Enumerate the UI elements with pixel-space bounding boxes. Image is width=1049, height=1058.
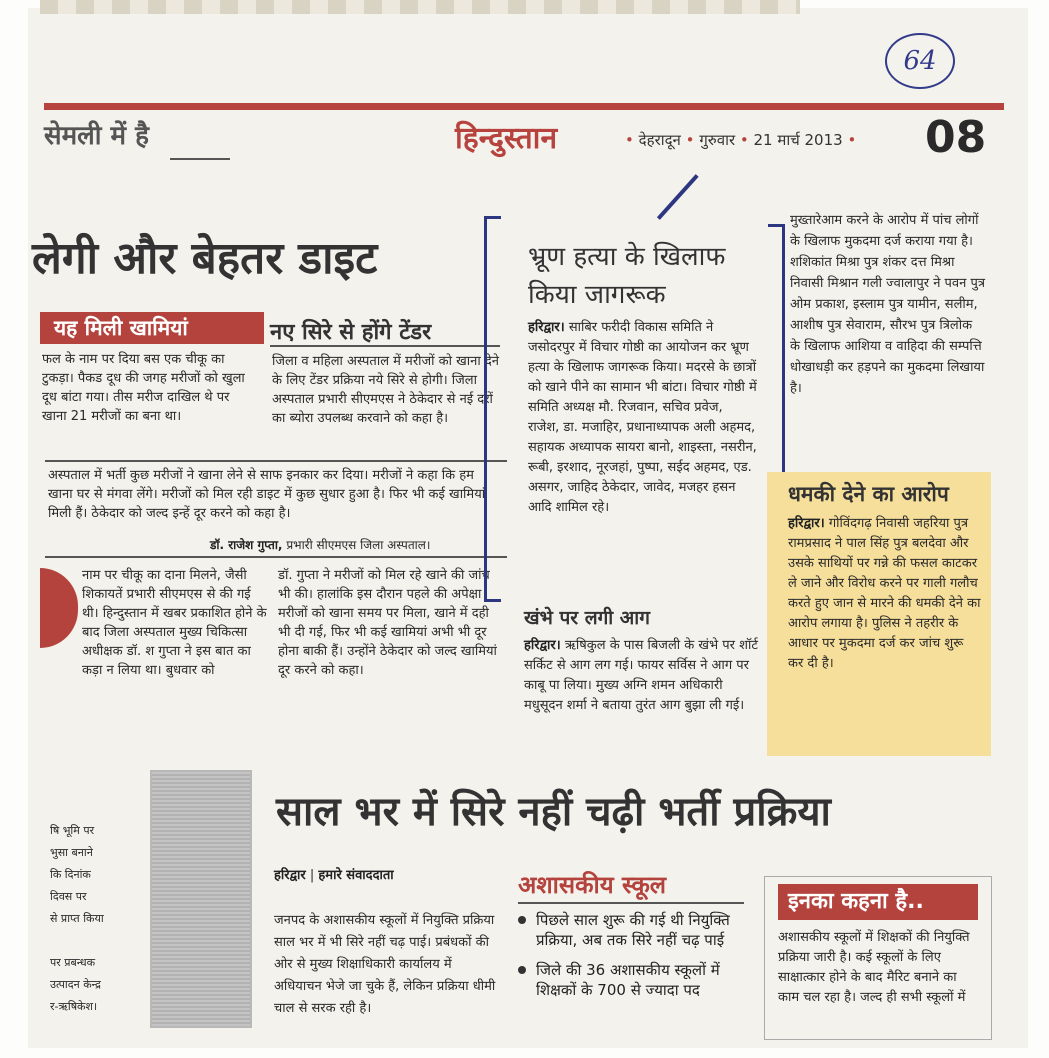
story6-byline: हरिद्वार | हमारे संवाददाता [274,868,394,883]
margin-line: भुसा बनाने [50,846,93,859]
story6-byline-city: हरिद्वार [274,868,306,883]
quote-rule-bottom [45,556,507,558]
grey-photo-texture [152,772,250,1026]
story3-headline: खंभे पर लगी आग [524,607,650,629]
box1-title: यह मिली खामियां [40,312,264,344]
story3-dateline: हरिद्वार। [524,638,561,653]
box2-title: नए सिरे से होंगे टेंडर [270,320,432,345]
quote-box-text: अशासकीय स्कूलों में शिक्षकों की नियुक्ति प्रक्रिया जारी है। कई स्कूलों के लिए साक्षात्कार होने के बाद मैरिट बनाने का काम चल रहा है। जल्द ही सभी स्कूलों में [778,930,970,1005]
pen-bracket-left [484,216,501,602]
header-day: गुरुवार [699,131,736,149]
header-page-number: 08 [925,112,987,163]
bullet-item [518,960,744,1000]
quote-box-title: इनका कहना है.. [778,884,978,920]
quote-text: अस्पताल में भर्ती कुछ मरीजों ने खाना लेने से साफ इनकार कर दिया। मरीजों ने कहा कि हम खाना घर से मंगवा लेंगे। मरीजों को मिल रही डाइट में कुछ सुधार हुआ है। फिर भी कई खामियां मिली हैं। ठेकेदार को जल्द इन्हें दूर करने को कहा है। [48,468,486,521]
story4-text: मुख्तारेआम करने के आरोप में पांच लोगों के खिलाफ मुकदमा दर्ज कराया गया है। शशिकांत मिश्रा पुत्र शंकर दत्त मिश्रा निवासी मिश्रान गली ज्वालापुर ने पवन पुत्र ओम प्रकाश, इस्लाम पुत्र यामीन, सलीम, आशीष पुत्र सेवाराम, सौरभ पुत्र त्रिलोक के खिलाफ आशिया व वाहिदा की सम्पत्ति धोखाधड़ी कर हड़पने का मुकदमा लिखाया है। [790,213,986,396]
sidebar-rule [518,902,744,904]
story2-body [528,318,758,518]
quote-author: डॉ. राजेश गुप्ता, [210,538,283,552]
header-underline [170,158,230,160]
margin-line: उत्पादन केन्द्र [50,978,101,991]
quote-rule-top [45,460,507,462]
left-margin-fragments [50,820,148,1018]
masthead: हिन्दुस्तान [455,121,558,156]
page-number-text: 64 [903,46,937,76]
header-date: 21 मार्च 2013 [753,131,843,149]
story3-text: ऋषिकुल के पास बिजली के खंभे पर शॉर्ट सर्किट से आग लग गई। फायर सर्विस ने आग पर काबू पा लिया। मुख्य अग्नि शमन अधिकारी मधुसूदन शर्मा ने बताया तुरंत आग बुझा ली गई। [524,638,758,713]
story6-text: जनपद के अशासकीय स्कूलों में नियुक्ति प्रक्रिया साल भर में भी सिरे नहीं चढ़ पाई। प्रबंधकों की ओर से मुख्य शिक्षाधिकारी कार्यालय में अधियाचन भेजे जा चुके हैं, लेकिन प्रक्रिया धीमी चाल से सरक रही है। [274,913,496,1016]
bullet-text: पिछले साल शुरू की गई थी नियुक्ति प्रक्रिया, अब तक सिरे नहीं चढ़ पाई [536,911,730,949]
margin-line: दिवस पर [50,890,87,903]
story6-bullets [518,910,744,1000]
handwritten-page-number [885,33,955,89]
header-left-fragment: सेमली में है [44,121,149,151]
margin-line: पर प्रबन्धक [50,956,96,969]
header-rule [44,103,1004,110]
main-col-mid-text: डॉ. गुप्ता ने मरीजों को मिल रहे खाने की जांच भी की। हालांकि इस दौरान पहले की अपेक्षा मरीजों को खाना समय पर मिला, खाने में दही भी दी गई, फिर भी कई खामियां अभी भी दूर होना बाकी हैं। उन्होंने ठेकेदार को जल्द खामियां दूर करने को कहा। [278,568,497,678]
margin-line: र-ऋषिकेश। [50,1000,98,1013]
box2-text: जिला व महिला अस्पताल में मरीजों को खाना देने के लिए टेंडर प्रक्रिया नये सिरे से होगी। जिला अस्पताल प्रभारी सीएमएस ने ठेकेदार से नई दरों का ब्योरा उपलब्ध करवाने को कहा है। [272,354,499,426]
story5-dateline: हरिद्वार। [788,516,825,531]
header-city: देहरादून [638,131,681,149]
story2-text: साबिर फरीदी विकास समिति ने जसोदरपुर में विचार गोष्ठी का आयोजन कर भ्रूण हत्या के खिलाफ जागरूक किया। मदरसे के छात्रों को खाने पीने का सामान भी बांटा। विचार गोष्ठी में समिति अध्यक्ष मौ. रिजवान, सचिव प्रवेज, राजेश, डा. मजाहिर, प्रधानाध्यापक अली अहमद, सहायक अध्यापक सायरा बानो, शाइस्ता, नसरीन, रूबी, इरशाद, नूरजहां, पुष्पा, सईद अहमद, एड. असगर, जाहिद ठेकेदार, जावेद, मजहर हसन आदि शामिल रहे। [528,320,757,515]
main-col-left-text: नाम पर चीकू का दाना मिलने, जैसी शिकायतें प्रभारी सीएमएस से की गई थी। हिन्दुस्तान में खबर प्रकाशित होने के बाद जिला अस्पताल मुख्य चिकित्सा अधीक्षक डॉ. श गुप्ता ने इस बात का कड़ा न लिया था। बुधवार को [82,568,267,678]
margin-line: से प्राप्त किया [50,912,104,925]
story3-body [524,636,760,716]
bullet-text: जिले की 36 अशासकीय स्कूलों में शिक्षकों के 700 से ज्यादा पद [536,961,720,999]
quote-attribution [210,536,510,555]
box2-rule [270,345,500,347]
story6-sidebar-title: अशासकीय स्कूल [518,871,667,899]
story5-text: गोविंदगढ़ निवासी जहरिया पुत्र रामप्रसाद ने पाल सिंह पुत्र बलदेवा और उसके साथियों पर गन्ने की फसल काटकर ले जाने और विरोध करने पर गाली गलौच करते हुए जान से मारने की धमकी देने का आरोप लगाया है। पुलिस ने तहरीर के आधार पर मुकदमा दर्ज कर जांच शुरू कर दी है। [788,516,981,671]
torn-top-strip [40,0,800,14]
header-dateline: • देहरादून • गुरुवार • 21 मार्च 2013 • [625,131,857,149]
story2-headline: भ्रूण हत्या के खिलाफ किया जागरूक [528,242,726,310]
margin-line: कि दिनांक [50,868,91,881]
story6-headline: साल भर में सिरे नहीं चढ़ी भर्ती प्रक्रिया [276,789,831,835]
main-headline: लेगी और बेहतर डाइट [32,233,378,284]
story2-dateline: हरिद्वार। [528,320,565,335]
bullet-item [518,910,744,950]
margin-line: षि भूमि पर [50,824,95,837]
story6-byline-author: हमारे संवाददाता [318,868,394,883]
bullet-dot [518,916,526,924]
story5-body [788,514,982,674]
bullet-dot [518,966,526,974]
story5-headline: धमकी देने का आरोप [788,482,949,506]
box1-text: फल के नाम पर दिया बस एक चीकू का टुकड़ा। पैकड दूध की जगह मरीजों को खुला दूध बांटा गया। तीस मरीज दाखिल थे पर खाना 21 मरीजों का बना था। [42,352,245,424]
quote-role: प्रभारी सीएमएस जिला अस्पताल। [286,538,431,552]
